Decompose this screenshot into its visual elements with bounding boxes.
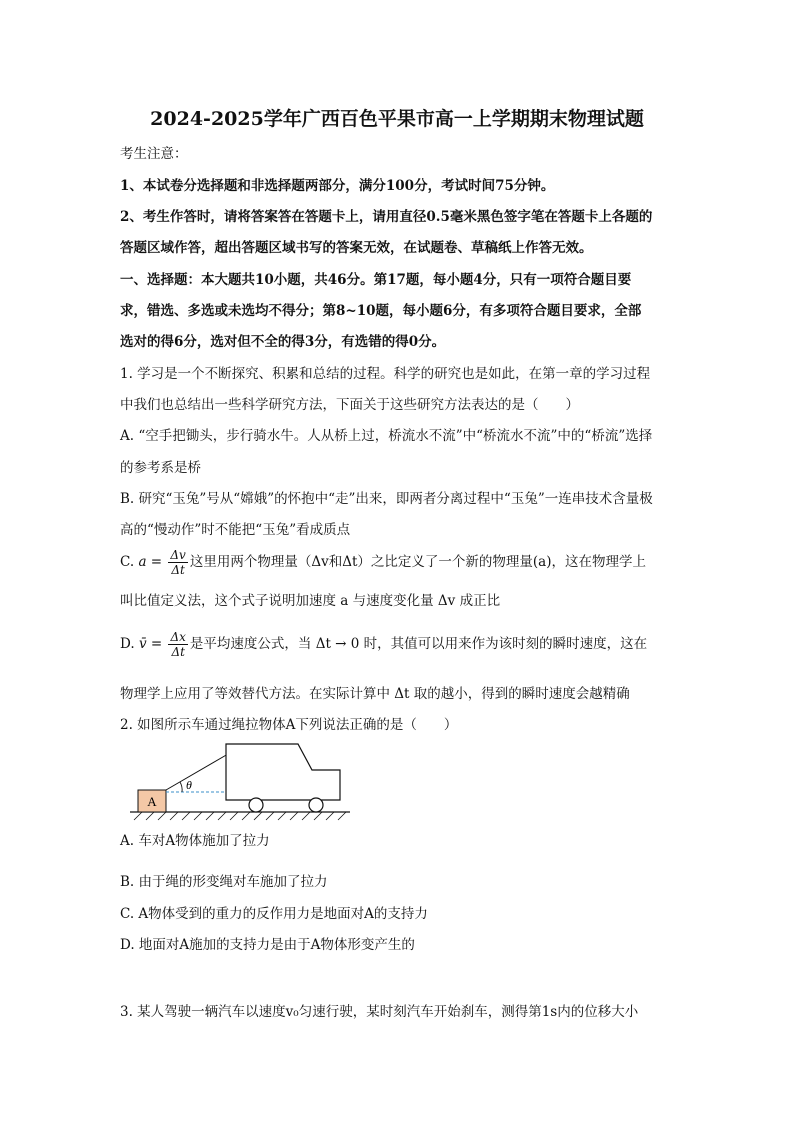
car-pulling-block-figure [130,732,360,822]
q1-option-d-lhs: v̄ = [138,636,163,652]
ground-hatching [134,812,346,820]
q2-option-d: D. 地面对A施加的支持力是由于A物体形变产生的 [120,937,415,953]
q1-option-d-denominator: Δt [171,645,185,659]
q1-option-c-numerator: Δv [170,548,186,562]
q1-stem-line-1: 1. 学习是一个不断探究、积累和总结的过程。科学的研究也是如此，在第一章的学习过程 [120,366,651,382]
q1-option-d-text: 是平均速度公式，当 Δt → 0 时，其值可以用来作为该时刻的瞬时速度，这在 [189,636,648,652]
q1-option-a-line-2: 的参考系是桥 [120,460,201,476]
car-body [226,744,340,800]
section-1-line-3: 选对的得6分，选对但不全的得3分，有选错的得0分。 [120,334,446,350]
q2-option-b: B. 由于绳的形变绳对车施加了拉力 [120,874,328,890]
angle-arc [180,782,182,792]
q1-option-b-line-1: B. 研究“玉兔”号从“嫦娥”的怀抱中“走”出来，即两者分离过程中“玉兔”一连串技术含量极 [120,491,653,507]
section-1-line-2: 求，错选、多选或未选均不得分；第8~10题，每小题6分，有多项符合题目要求，全部 [120,303,642,319]
section-1-line-1: 一、选择题：本大题共10小题，共46分。第17题，每小题4分，只有一项符合题目要 [120,272,632,288]
q2-stem: 2. 如图所示车通过绳拉物体A下列说法正确的是（ ） [120,717,458,733]
page-title: 2024-2025学年广西百色平果市高一上学期期末物理试题 [150,108,644,130]
notice-item-2-line-1: 2、考生作答时，请将答案答在答题卡上，请用直径0.5毫米黑色签字笔在答题卡上各题的 [120,209,653,225]
notice-item-2-line-2: 答题区域作答，超出答题区域书写的答案无效，在试题卷、草稿纸上作答无效。 [120,240,593,256]
q1-stem-line-2: 中我们也总结出一些科学研究方法，下面关于这些研究方法表达的是（ ） [120,397,579,413]
q1-option-a-line-1: A. “空手把锄头，步行骑水牛。人从桥上过，桥流水不流”中“桥流水不流”中的“桥流”选择 [120,428,653,444]
q1-option-d-line-2: 物理学上应用了等效替代方法。在实际计算中 Δt 取的越小，得到的瞬时速度会越精确 [120,686,630,702]
q1-option-c-denominator: Δt [171,563,185,577]
q1-option-c-line-1 [120,546,646,578]
q1-option-b-line-2: 高的“慢动作”时不能把“玉兔”看成质点 [120,522,351,538]
q1-option-c-line-2: 叫比值定义法，这个式子说明加速度 a 与速度变化量 Δv 成正比 [120,593,501,609]
notice-heading: 考生注意： [120,146,188,162]
q2-option-c: C. A物体受到的重力的反作用力是地面对A的支持力 [120,906,428,922]
q1-option-d-prefix: D. [120,636,135,652]
block-a-label: A [147,794,157,809]
theta-label: θ [186,778,192,792]
car-wheel-front [309,798,323,812]
q1-option-d-line-1 [120,628,647,660]
q1-option-c-text: 这里用两个物理量（Δv和Δt）之比定义了一个新的物理量(a)，这在物理学上 [189,554,646,570]
car-wheel-rear [249,798,263,812]
q1-option-c-prefix: C. [120,554,135,570]
q1-option-d-fraction [168,630,187,659]
q3-stem: 3. 某人驾驶一辆汽车以速度v₀匀速行驶，某时刻汽车开始刹车，测得第1s内的位移大小 [120,1004,639,1020]
q2-option-a: A. 车对A物体施加了拉力 [120,833,270,849]
rope [166,754,228,790]
q1-option-c-fraction [168,548,187,577]
q1-option-d-numerator: Δx [170,630,186,644]
notice-item-1: 1、本试卷分选择题和非选择题两部分，满分100分，考试时间75分钟。 [120,178,555,194]
q1-option-c-lhs: a = [138,554,163,570]
